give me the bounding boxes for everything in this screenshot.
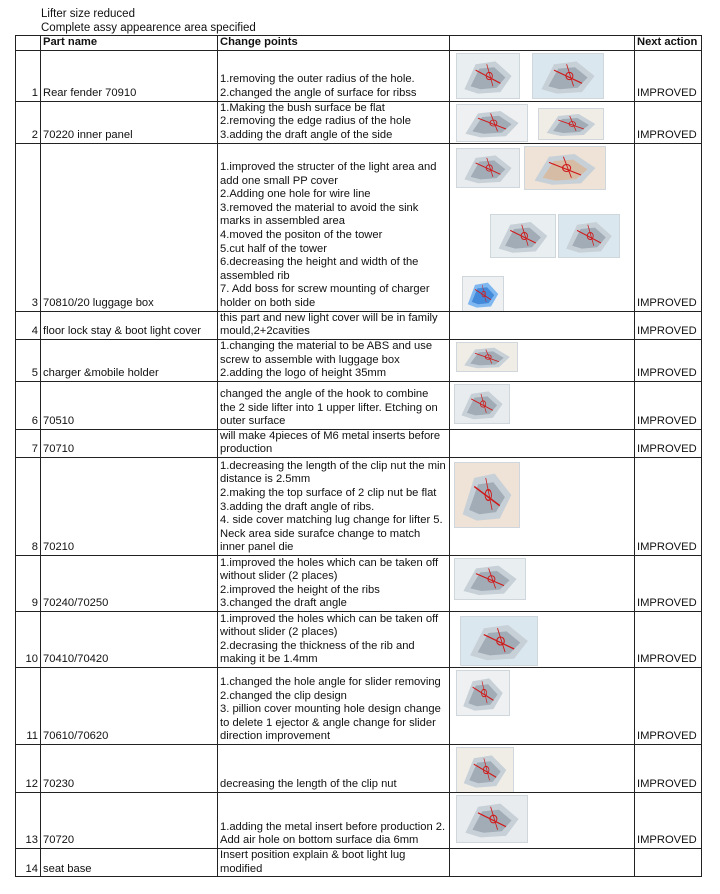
part-name-cell: floor lock stay & boot light cover — [41, 311, 218, 339]
part-photo — [524, 146, 606, 190]
photo-cell — [450, 101, 635, 143]
change-point-line: 2.decrasing the thickness of the rib and making it be 1.4mm — [220, 639, 415, 666]
change-point-line: 3. pillion cover mounting hole design change to delete 1 ejector & angle change for slider direction improvement — [220, 703, 441, 743]
row-number: 13 — [16, 792, 41, 848]
part-name-cell: 70810/20 luggage box — [41, 143, 218, 311]
change-point-line: 1.Making the bush surface be flat — [220, 101, 385, 114]
change-point-line: 2.Adding one hole for wire line — [220, 188, 371, 201]
part-photo — [456, 795, 528, 843]
change-point-line: 1.adding the metal insert before production 2. Add air hole on bottom surface dia 6mm — [220, 820, 446, 847]
change-points-table — [15, 35, 702, 877]
change-point-line: this part and new light cover will be in family mould,2+2cavities — [220, 311, 438, 338]
part-name-cell: 70610/70620 — [41, 667, 218, 744]
change-point-line: 5.cut half of the tower — [220, 242, 327, 255]
change-point-line: 2.making the top surface of 2 clip nut be flat — [220, 487, 437, 499]
change-points-cell — [218, 101, 450, 143]
part-photo — [532, 53, 604, 99]
part-photo — [456, 342, 518, 372]
part-photo — [454, 462, 520, 528]
next-action-cell: IMPROVED — [635, 143, 702, 311]
change-points-cell — [218, 339, 450, 381]
part-name-cell: 70710 — [41, 429, 218, 457]
part-photo — [538, 108, 604, 140]
change-point-line: 1.improved the holes which can be taken off without slider (2 places) — [220, 556, 439, 583]
change-point-line: 1.decreasing the length of the clip nut the min distance is 2.5mm — [220, 459, 446, 486]
next-action-cell: IMPROVED — [635, 792, 702, 848]
part-photo — [456, 104, 528, 142]
header-change-points: Change points — [218, 36, 450, 51]
photo-cell — [450, 429, 635, 457]
next-action-cell: IMPROVED — [635, 339, 702, 381]
change-point-line: 2.changed the angle of surface for ribss — [220, 87, 417, 99]
row-number: 9 — [16, 555, 41, 611]
row-number: 5 — [16, 339, 41, 381]
part-photo — [456, 53, 520, 99]
change-point-line: 3.adding the draft angle of ribs. — [220, 500, 375, 513]
change-points-cell — [218, 311, 450, 339]
change-points-cell — [218, 744, 450, 792]
table-row — [16, 429, 702, 457]
change-point-line: 6.decreasing the height and width of the assembled rib — [220, 256, 419, 282]
next-action-cell: IMPROVED — [635, 50, 702, 101]
table-row — [16, 457, 702, 555]
row-number: 1 — [16, 50, 41, 101]
next-action-cell: IMPROVED — [635, 667, 702, 744]
table-row — [16, 101, 702, 143]
photo-cell — [450, 339, 635, 381]
row-number: 8 — [16, 457, 41, 555]
table-row — [16, 143, 702, 311]
part-photo — [462, 276, 504, 312]
change-points-cell — [218, 457, 450, 555]
part-name-cell: seat base — [41, 848, 218, 876]
change-point-line: decreasing the length of the clip nut — [220, 778, 397, 791]
part-photo — [490, 214, 556, 258]
table-row — [16, 792, 702, 848]
change-point-line: changed the angle of the hook to combine the 2 side lifter into 1 upper lifter. Etching on outer surface — [220, 388, 438, 428]
change-points-cell — [218, 667, 450, 744]
row-number: 11 — [16, 667, 41, 744]
note-line: Lifter size reduced — [41, 8, 135, 20]
change-points-cell — [218, 611, 450, 667]
table-row — [16, 311, 702, 339]
change-point-line: 1.changed the hole angle for slider removing — [220, 676, 441, 688]
part-name-cell: 70510 — [41, 381, 218, 429]
part-name-cell: 70210 — [41, 457, 218, 555]
row-number: 12 — [16, 744, 41, 792]
row-number: 3 — [16, 143, 41, 311]
next-action-cell: IMPROVED — [635, 457, 702, 555]
header-row — [16, 36, 702, 51]
row-number: 6 — [16, 381, 41, 429]
row-number: 10 — [16, 611, 41, 667]
photo-cell — [450, 792, 635, 848]
part-name-cell: 70220 inner panel — [41, 101, 218, 143]
photo-cell — [450, 744, 635, 792]
table-row — [16, 667, 702, 744]
change-point-line: 3.adding the draft angle of the side — [220, 129, 393, 141]
change-points-cell — [218, 381, 450, 429]
photo-cell — [450, 611, 635, 667]
change-points-cell — [218, 848, 450, 876]
change-point-line: will make 4pieces of M6 metal inserts before production — [220, 429, 441, 456]
header-part-name: Part name — [41, 36, 218, 51]
next-action-cell: IMPROVED — [635, 555, 702, 611]
photo-cell — [450, 381, 635, 429]
change-points-cell — [218, 143, 450, 311]
table-row — [16, 381, 702, 429]
part-photo — [456, 670, 510, 716]
change-point-line: 3.removed the material to avoid the sink marks in assembled area — [220, 201, 419, 228]
change-points-cell — [218, 555, 450, 611]
next-action-cell: IMPROVED — [635, 381, 702, 429]
part-photo — [456, 747, 514, 793]
photo-cell — [450, 667, 635, 744]
change-point-line: 4. side cover matching lug change for lifter 5. Neck area side surafce change to match inner panel die — [220, 514, 443, 554]
table-row — [16, 339, 702, 381]
part-photo — [456, 148, 520, 188]
next-action-cell: IMPROVED — [635, 744, 702, 792]
change-point-line: 1.removing the outer radius of the hole. — [220, 73, 415, 86]
table-row — [16, 50, 702, 101]
part-photo — [558, 214, 620, 258]
photo-cell — [450, 143, 635, 311]
change-point-line: 7. Add boss for screw mounting of charger holder on both side — [220, 283, 430, 309]
change-point-line: 1.changing the material to be ABS and use screw to assemble with luggage box — [220, 340, 433, 366]
photo-cell — [450, 848, 635, 876]
part-photo — [454, 558, 526, 600]
change-point-line: 2.adding the logo of height 35mm — [220, 367, 387, 380]
row-number: 14 — [16, 848, 41, 876]
row-number: 7 — [16, 429, 41, 457]
table-row — [16, 611, 702, 667]
part-name-cell: charger &mobile holder — [41, 339, 218, 381]
photo-cell — [450, 457, 635, 555]
change-point-line: 4.moved the positon of the tower — [220, 229, 383, 242]
change-points-cell — [218, 50, 450, 101]
next-action-cell: IMPROVED — [635, 311, 702, 339]
part-name-cell: 70240/70250 — [41, 555, 218, 611]
next-action-cell: IMPROVED — [635, 429, 702, 457]
part-photo — [460, 616, 538, 666]
table-row — [16, 848, 702, 876]
part-photo — [454, 384, 510, 424]
photo-cell — [450, 311, 635, 339]
part-name-cell: 70230 — [41, 744, 218, 792]
part-name-cell: 70720 — [41, 792, 218, 848]
photo-cell — [450, 555, 635, 611]
photo-cell — [450, 50, 635, 101]
change-point-line: 3.changed the draft angle — [220, 597, 347, 610]
part-name-cell: Rear fender 70910 — [41, 50, 218, 101]
change-points-cell — [218, 429, 450, 457]
next-action-cell: IMPROVED — [635, 101, 702, 143]
change-point-line: 1.improved the holes which can be taken off without slider (2 places) — [220, 612, 439, 639]
change-point-line: 2.changed the clip design — [220, 689, 347, 702]
next-action-cell: IMPROVED — [635, 611, 702, 667]
change-point-line: 2.removing the edge radius of the hole — [220, 115, 411, 128]
row-number: 4 — [16, 311, 41, 339]
part-name-cell: 70410/70420 — [41, 611, 218, 667]
header-next-action: Next action — [635, 36, 702, 51]
next-action-cell — [635, 848, 702, 876]
change-points-cell — [218, 792, 450, 848]
header-notes — [41, 7, 256, 35]
row-number: 2 — [16, 101, 41, 143]
table-row — [16, 555, 702, 611]
table-row — [16, 744, 702, 792]
change-point-line: 2.improved the height of the ribs — [220, 583, 380, 596]
note-line: Complete assy appearence area specified — [41, 22, 256, 34]
change-point-line: 1.improved the structer of the light area and add one small PP cover — [220, 161, 437, 187]
change-point-line: Insert position explain & boot light lug modified — [220, 848, 406, 875]
